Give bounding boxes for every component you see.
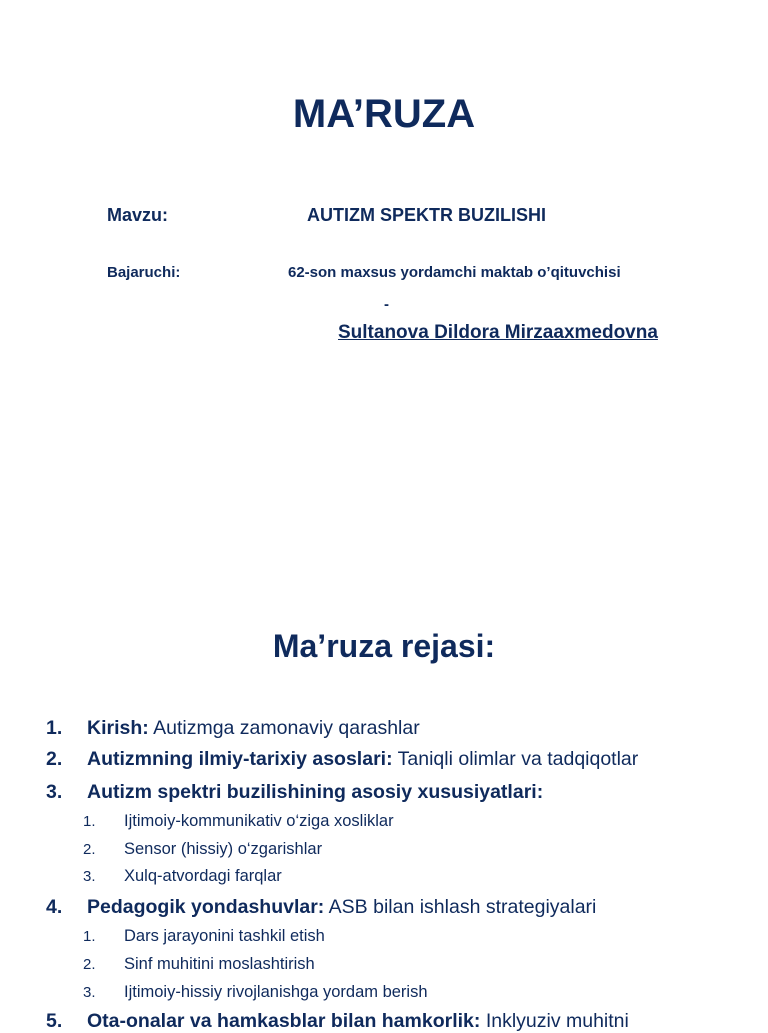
plan-item-number: 2.	[46, 748, 63, 770]
plan-subitem-text: Xulq-atvordagi farqlar	[124, 867, 282, 885]
plan-item-text: Inklyuziv muhitni	[485, 1010, 629, 1032]
performer-position: 62-son maxsus yordamchi maktab o’qituvchisi	[288, 264, 621, 281]
plan-item-heading: Autizmning ilmiy-tarixiy asoslari:	[87, 748, 393, 770]
performer-label: Bajaruchi:	[107, 264, 181, 281]
plan-subitem-number: 3.	[83, 868, 96, 885]
plan-item-heading: Ota-onalar va hamkasblar bilan hamkorlik:	[87, 1010, 481, 1032]
topic-value: AUTIZM SPEKTR BUZILISHI	[307, 205, 546, 225]
plan-item-text: ASB bilan ishlash strategiyalari	[328, 896, 597, 918]
topic-label: Mavzu:	[107, 205, 169, 225]
plan-item-heading: Pedagogik yondashuvlar:	[87, 896, 325, 918]
plan-subitem-text: Sensor (hissiy) o‘zgarishlar	[124, 840, 323, 858]
plan-subitem-number: 1.	[83, 813, 96, 830]
dash-mark: -	[384, 296, 389, 313]
plan-subitem-text: Sinf muhitini moslashtirish	[124, 955, 315, 973]
plan-item-number: 4.	[46, 896, 63, 918]
plan-item-text: Autizmga zamonaviy qarashlar	[153, 717, 420, 739]
plan-subitem-text: Dars jarayonini tashkil etish	[124, 927, 325, 945]
plan-item-text: Taniqli olimlar va tadqiqotlar	[397, 748, 639, 770]
author-name: Sultanova Dildora Mirzaaxmedovna	[338, 322, 658, 343]
document-title: MA’RUZA	[292, 92, 476, 136]
plan-subitem-text: Ijtimoiy-hissiy rivojlanishga yordam berish	[124, 983, 428, 1001]
plan-subitem-text: Ijtimoiy-kommunikativ o‘ziga xosliklar	[124, 812, 394, 830]
plan-title: Ma’ruza rejasi:	[272, 628, 496, 664]
plan-subitem-number: 3.	[83, 984, 96, 1001]
plan-item-heading: Kirish:	[87, 717, 149, 739]
plan-item-heading: Autizm spektri buzilishining asosiy xususiyatlari:	[87, 781, 544, 803]
plan-item-number: 3.	[46, 781, 63, 803]
plan-item-number: 1.	[46, 717, 63, 739]
plan-item-number: 5.	[46, 1010, 63, 1032]
plan-subitem-number: 1.	[83, 928, 96, 945]
plan-subitem-number: 2.	[83, 956, 96, 973]
plan-subitem-number: 2.	[83, 841, 96, 858]
